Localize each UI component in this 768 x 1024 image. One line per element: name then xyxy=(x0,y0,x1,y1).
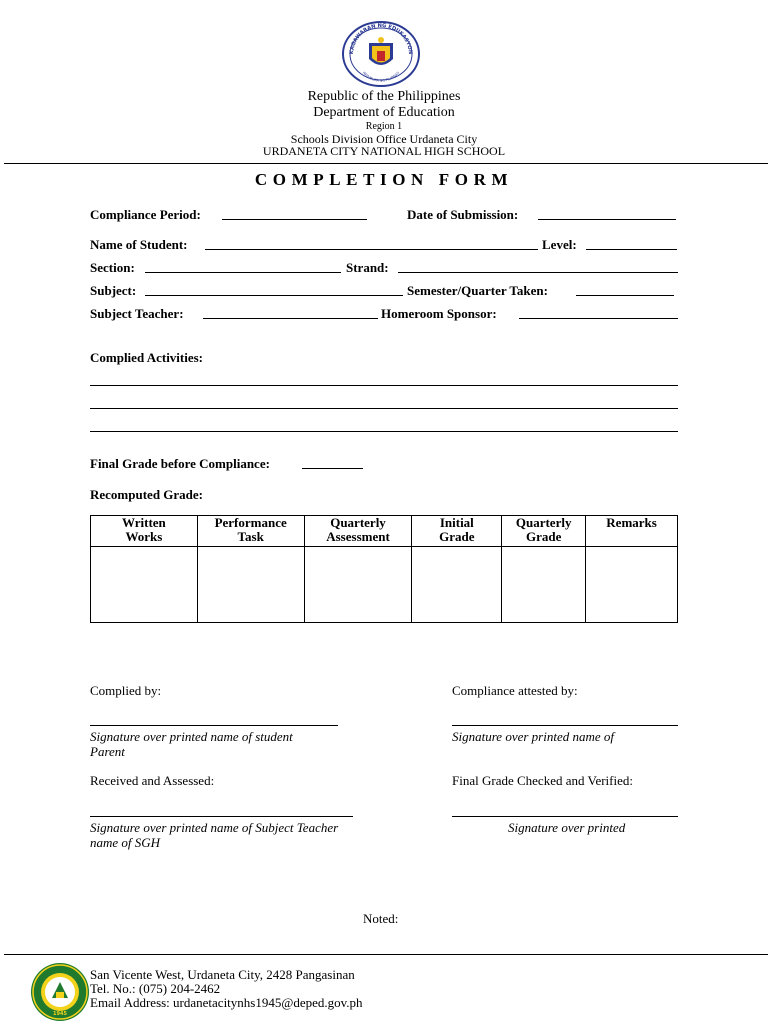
received-assessed-label: Received and Assessed: xyxy=(90,773,215,788)
footer-address: San Vicente West, Urdaneta City, 2428 Pangasinan xyxy=(90,967,355,982)
column-header: Quarterly Assessment xyxy=(304,516,412,547)
subject-teacher-field[interactable] xyxy=(203,318,378,319)
semester-quarter-label: Semester/Quarter Taken: xyxy=(407,283,548,298)
compliance-period-field[interactable] xyxy=(222,219,367,220)
strand-label: Strand: xyxy=(346,260,389,275)
activity-line[interactable] xyxy=(90,408,678,409)
footer-telephone: Tel. No.: (075) 204-2462 xyxy=(90,981,221,996)
final-grade-before-field[interactable] xyxy=(302,468,363,469)
table-cell[interactable] xyxy=(197,547,304,623)
table-cell[interactable] xyxy=(502,547,586,623)
date-of-submission-label: Date of Submission: xyxy=(407,207,519,222)
subject-teacher-label: Subject Teacher: xyxy=(90,306,184,321)
final-grade-checked-label: Final Grade Checked and Verified: xyxy=(452,773,633,788)
activity-line[interactable] xyxy=(90,431,678,432)
semester-quarter-field[interactable] xyxy=(576,295,674,296)
name-of-student-field[interactable] xyxy=(205,249,538,250)
complied-by-label: Complied by: xyxy=(90,683,162,698)
compliance-attested-by-label: Compliance attested by: xyxy=(452,683,578,698)
level-label: Level: xyxy=(542,237,577,252)
header-school: URDANETA CITY NATIONAL HIGH SCHOOL xyxy=(262,144,506,158)
table-cell[interactable] xyxy=(304,547,412,623)
footer-email: Email Address: urdanetacitynhs1945@deped.gov.ph xyxy=(90,995,363,1010)
table-cell[interactable] xyxy=(412,547,502,623)
subject-field[interactable] xyxy=(145,295,403,296)
homeroom-sponsor-label: Homeroom Sponsor: xyxy=(381,306,497,321)
deped-seal-logo xyxy=(341,21,421,87)
column-header: Remarks xyxy=(586,516,678,547)
column-header: Initial Grade xyxy=(412,516,502,547)
header-republic: Republic of the Philippines xyxy=(307,89,461,104)
svg-text:KAGAWARAN NG EDUKASYON: KAGAWARAN NG EDUKASYON xyxy=(348,22,414,55)
level-field[interactable] xyxy=(586,249,677,250)
section-field[interactable] xyxy=(145,272,341,273)
strand-field[interactable] xyxy=(398,272,678,273)
sgh-caption: name of SGH xyxy=(90,835,161,850)
table-cell[interactable] xyxy=(586,547,678,623)
activity-line[interactable] xyxy=(90,385,678,386)
parent-caption: Parent xyxy=(90,744,125,759)
header-divider xyxy=(4,163,768,164)
compliance-period-label: Compliance Period: xyxy=(90,207,201,222)
recomputed-grade-table xyxy=(90,515,678,623)
column-header: Quarterly Grade xyxy=(502,516,586,547)
subject-teacher-signature-line[interactable] xyxy=(90,816,353,817)
header-division: Schools Division Office Urdaneta City xyxy=(290,132,478,146)
section-label: Section: xyxy=(90,260,135,275)
student-signature-caption: Signature over printed name of student xyxy=(90,729,293,744)
column-header: Performance Task xyxy=(197,516,304,547)
name-of-student-label: Name of Student: xyxy=(90,237,188,252)
footer-divider xyxy=(4,954,768,955)
form-title: COMPLETION FORM xyxy=(254,170,514,189)
table-header-row xyxy=(91,516,678,547)
verifier-signature-caption: Signature over printed xyxy=(508,820,626,835)
recomputed-grade-label: Recomputed Grade: xyxy=(90,487,204,502)
noted-label: Noted: xyxy=(363,911,399,926)
column-header: Written Works xyxy=(91,516,198,547)
attested-signature-caption: Signature over printed name of xyxy=(452,729,614,744)
final-grade-before-label: Final Grade before Compliance: xyxy=(90,456,270,471)
subject-teacher-signature-caption: Signature over printed name of Subject Teacher xyxy=(90,820,339,835)
header-department: Department of Education xyxy=(313,105,455,120)
verifier-signature-line[interactable] xyxy=(452,816,678,817)
svg-text:REPUBLIKA NG PILIPINAS: REPUBLIKA NG PILIPINAS xyxy=(361,70,401,83)
header-region: Region 1 xyxy=(365,121,403,132)
subject-label: Subject: xyxy=(90,283,137,298)
homeroom-sponsor-field[interactable] xyxy=(519,318,678,319)
table-row xyxy=(91,547,678,623)
table-cell[interactable] xyxy=(91,547,198,623)
attested-signature-line[interactable] xyxy=(452,725,678,726)
svg-text:1945: 1945 xyxy=(53,1011,67,1017)
school-seal-logo xyxy=(30,962,90,1022)
student-signature-line[interactable] xyxy=(90,725,338,726)
complied-activities-label: Complied Activities: xyxy=(90,350,204,365)
date-of-submission-field[interactable] xyxy=(538,219,676,220)
